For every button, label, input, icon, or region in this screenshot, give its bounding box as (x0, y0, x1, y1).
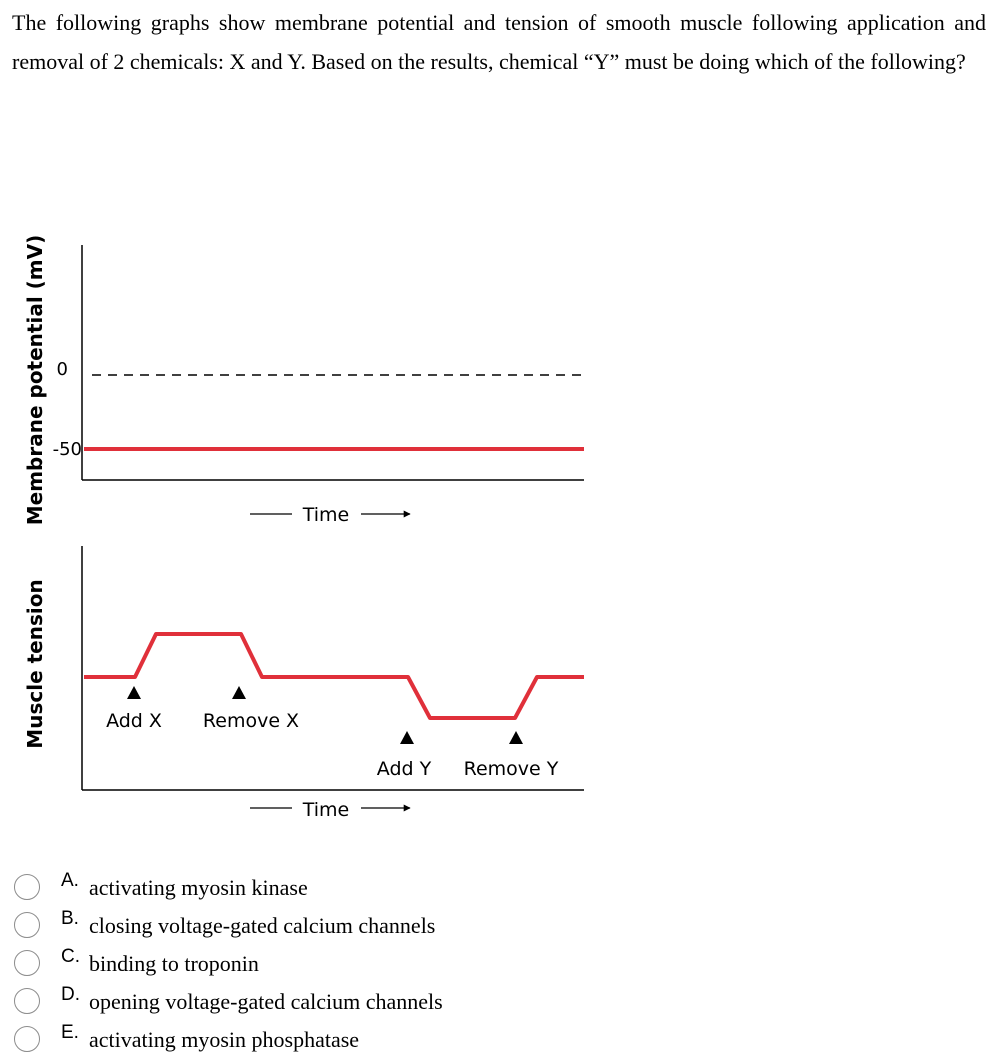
option-e-radio[interactable] (14, 1026, 40, 1052)
remove-y-label: Remove Y (463, 758, 559, 780)
option-e[interactable] (14, 1020, 714, 1058)
option-a-radio[interactable] (14, 874, 40, 900)
muscle-tension-axis-label: Muscle tension (23, 579, 47, 749)
add-y-arrow-icon (400, 731, 414, 744)
add-y-label: Add Y (376, 758, 432, 780)
option-b-radio[interactable] (14, 912, 40, 938)
add-x-label: Add X (106, 710, 162, 732)
figure-svg (0, 230, 600, 830)
membrane-potential-axis-label: Membrane potential (mV) (23, 234, 47, 526)
option-c[interactable] (14, 944, 714, 982)
option-d[interactable] (14, 982, 714, 1020)
option-e-text: activating myosin phosphatase (89, 1027, 360, 1052)
option-d-letter: D. (61, 984, 80, 1005)
question-text: The following graphs show membrane potential and tension of smooth muscle following application and removal of 2 chemicals: X and Y. Based on the results, chemical “Y” must be doing which of the following? (12, 10, 986, 74)
option-c-text: binding to troponin (89, 951, 259, 976)
add-x-arrow-icon (127, 686, 141, 699)
option-a[interactable] (14, 868, 714, 906)
option-a-text: activating myosin kinase (89, 875, 308, 900)
option-d-text: opening voltage-gated calcium channels (89, 989, 443, 1014)
answer-options (14, 868, 714, 1058)
figure (0, 230, 600, 830)
option-a-letter: A. (61, 870, 79, 891)
remove-x-arrow-icon (232, 686, 246, 699)
muscle-tension-trace (84, 634, 584, 718)
option-c-letter: C. (61, 946, 80, 967)
remove-y-arrow-icon (509, 731, 523, 744)
option-b[interactable] (14, 906, 714, 944)
option-b-letter: B. (61, 908, 79, 929)
tick-label-zero: 0 (56, 359, 68, 380)
option-e-letter: E. (61, 1022, 79, 1043)
bottom-time-label: Time (302, 799, 350, 821)
top-time-label: Time (302, 504, 350, 526)
tick-label-minus-50: -50 (52, 439, 82, 460)
remove-x-label: Remove X (202, 710, 300, 732)
option-b-text: closing voltage-gated calcium channels (89, 913, 436, 938)
option-c-radio[interactable] (14, 950, 40, 976)
option-d-radio[interactable] (14, 988, 40, 1014)
